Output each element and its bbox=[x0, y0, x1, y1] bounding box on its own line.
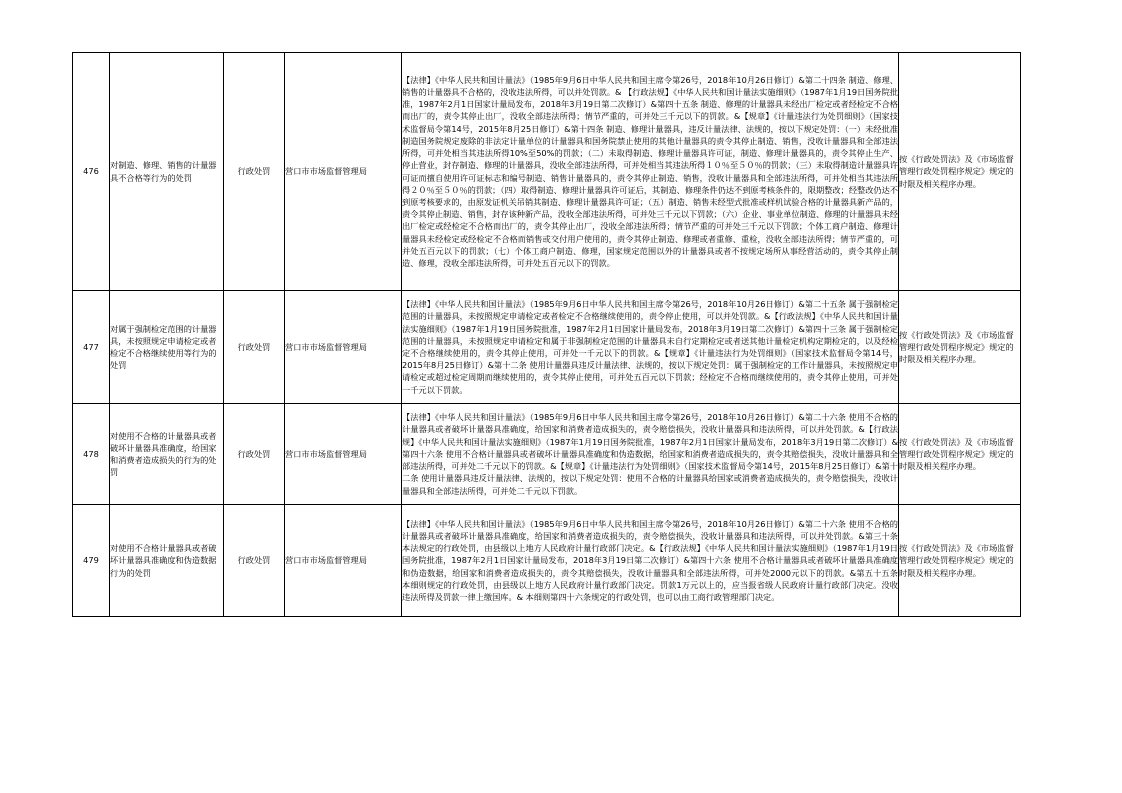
item-name: 对制造、修理、销售的计量器具不合格等行为的处罚 bbox=[110, 53, 224, 291]
row-number: 477 bbox=[73, 291, 110, 404]
table-row bbox=[73, 53, 1021, 291]
legal-basis: 【法律】《中华人民共和国计量法》（1985年9月6日中华人民共和国主席令第26号，2018年10月26日修订）&第二十六条 使用不合格的计量器具或者破坏计量器具准确度，给国家和消费者造成损失的，责令赔偿损失，没收计量器具和违法所得，可以并处罚款。&第三十条 本法规定的行政处罚，由县级以上地方人民政府计量行政部门决定。&【行政法规】《中华人民共和国计量法实施细则》（1987年1月19日国务院批准，1987年2月1日国家计量局发布，2018年3月19日第二次修订）&第四十六条 使用不合格计量器具或者破坏计量器具准确度和伪造数据，给国家和消费者造成损失的，责令其赔偿损失，没收计量器具和全部违法所得，可并处2000元以下的罚款。&第五十五条 本细则规定的行政处罚，由县级以上地方人民政府计量行政部门决定。罚款1万元以上的，应当报省级人民政府计量行政部门决定。没收违法所得及罚款一律上缴国库。& 本细则第四十六条规定的行政处罚，也可以由工商行政管理部门决定。 bbox=[402, 505, 899, 617]
implementing-agency: 营口市市场监督管理局 bbox=[285, 404, 402, 505]
row-number: 478 bbox=[73, 404, 110, 505]
item-type: 行政处罚 bbox=[224, 53, 285, 291]
implementing-agency: 营口市市场监督管理局 bbox=[285, 505, 402, 617]
legal-basis: 【法律】《中华人民共和国计量法》（1985年9月6日中华人民共和国主席令第26号，2018年10月26日修订）&第二十六条 使用不合格的计量器具或者破坏计量器具准确度，给国家和消费者造成损失的，责令赔偿损失，没收计量器具和违法所得，可以并处罚款。&【行政法规】《中华人民共和国计量法实施细则》（1987年1月19日国务院批准，1987年2月1日国家计量局发布，2018年3月19日第二次修订）&第四十六条 使用不合格计量器具或者破坏计量器具准确度和伪造数据，给国家和消费者造成损失的，责令其赔偿损失，没收计量器具和全部违法所得，可并处二千元以下的罚款。&【规章】《计量违法行为处罚细则》（国家技术监督局令第14号，2015年8月25日修订）&第十二条 使用计量器具违反计量法律、法规的，按以下规定处罚：使用不合格的计量器具给国家或消费者造成损失的，责令赔偿损失，没收计量器具和全部违法所得，可并处二千元以下罚款。 bbox=[402, 404, 899, 505]
table-row bbox=[73, 404, 1021, 505]
procedure-note: 按《行政处罚法》及《市场监督管理行政处罚程序规定》规定的时限及相关程序办理。 bbox=[899, 53, 1021, 291]
table-row bbox=[73, 505, 1021, 617]
procedure-note: 按《行政处罚法》及《市场监督管理行政处罚程序规定》规定的时限及相关程序办理。 bbox=[899, 505, 1021, 617]
implementing-agency: 营口市市场监督管理局 bbox=[285, 53, 402, 291]
item-type: 行政处罚 bbox=[224, 404, 285, 505]
row-number: 476 bbox=[73, 53, 110, 291]
procedure-note: 按《行政处罚法》及《市场监督管理行政处罚程序规定》规定的时限及相关程序办理。 bbox=[899, 291, 1021, 404]
item-name: 对属于强制检定范围的计量器具，未按照规定申请检定或者检定不合格继续使用等行为的处罚 bbox=[110, 291, 224, 404]
item-name: 对使用不合格计量器具或者破坏计量器具准确度和伪造数据行为的处罚 bbox=[110, 505, 224, 617]
implementing-agency: 营口市市场监督管理局 bbox=[285, 291, 402, 404]
item-type: 行政处罚 bbox=[224, 505, 285, 617]
legal-basis: 【法律】《中华人民共和国计量法》（1985年9月6日中华人民共和国主席令第26号，2018年10月26日修订）&第二十四条 制造、修理、销售的计量器具不合格的，没收违法所得，可以并处罚款。& 【行政法规】《中华人民共和国计量法实施细则》（1987年1月19日国务院批准，1987年2月1日国家计量局发布，2018年3月19日第二次修订）&第四十五条 制造、修理的计量器具未经出厂检定或者经检定不合格而出厂的，责令其停止出厂，没收全部违法所得；情节严重的，可并处三千元以下的罚款。&【规章】《计量违法行为处罚细则》（国家技术监督局令第14号，2015年8月25日修订）&第十四条 制造、修理计量器具，违反计量法律、法规的，按以下规定处罚：（一）未经批准制造国务院规定废除的非法定计量单位的计量器具和国务院禁止使用的其他计量器具的责令其停止制造、销售，没收计量器具和全部违法所得，可并处相当其违法所得10%至50%的罚款；（二）未取得制造、修理计量器具许可证，制造、修理计量器具的，责令其停止生产、停止营业，封存制造、修理的计量器具，没收全部违法所得，可并处相当其违法所得１０％至５０％的罚款；（三）未取得制造计量器具许可证而擅自使用许可证标志和编号制造、销售计量器具的，责令其停止制造、销售，没收计量器具和全部违法所得，可并处相当其违法所得２０％至５０％的罚款；（四）取得制造、修理计量器具许可证后，其制造、修理条件仍达不到原考核条件的，限期整改；经整改仍达不到原考核要求的，由原发证机关吊销其制造、修理计量器具许可证；（五）制造、销售未经型式批准或样机试验合格的计量器具新产品的，责令其停止制造、销售，封存该种新产品，没收全部违法所得，可并处三千元以下罚款；（六）企业、事业单位制造、修理的计量器具未经出厂检定或经检定不合格而出厂的，责令其停止出厂，没收全部违法所得；情节严重的可并处三千元以下罚款；个体工商户制造、修理计量器具未经检定或经检定不合格而销售或交付用户使用的，责令其停止制造、修理或者重修、重检，没收全部违法所得；情节严重的，可并处五百元以下的罚款；（七）个体工商户制造、修理，国家规定范围以外的计量器具或者不按规定场所从事经营活动的，责令其停止制造、修理，没收全部违法所得，可并处五百元以下的罚款。 bbox=[402, 53, 899, 291]
penalty-table bbox=[72, 52, 1021, 617]
item-type: 行政处罚 bbox=[224, 291, 285, 404]
procedure-note: 按《行政处罚法》及《市场监督管理行政处罚程序规定》规定的时限及相关程序办理。 bbox=[899, 404, 1021, 505]
legal-basis: 【法律】《中华人民共和国计量法》（1985年9月6日中华人民共和国主席令第26号，2018年10月26日修订）&第二十五条 属于强制检定范围的计量器具，未按照规定申请检定或者检定不合格继续使用的，责令停止使用，可以并处罚款。&【行政法规】《中华人民共和国计量法实施细则》（1987年1月19日国务院批准，1987年2月1日国家计量局发布，2018年3月19日第二次修订）&第四十三条 属于强制检定范围的计量器具，未按照规定申请检定和属于非强制检定范围的计量器具未自行定期检定或者送其他计量检定机构定期检定的，以及经检定不合格继续使用的，责令其停止使用，可并处一千元以下的罚款。&【规章】《计量违法行为处罚细则》（国家技术监督局令第14号，2015年8月25日修订）&第十二条 使用计量器具违反计量法律、法规的，按以下规定处罚：属于强制检定的工作计量器具，未按照规定申请检定或超过检定周期而继续使用的，责令其停止使用，可并处五百元以下罚款；经检定不合格而继续使用的，责令其停止使用，可并处一千元以下罚款。 bbox=[402, 291, 899, 404]
row-number: 479 bbox=[73, 505, 110, 617]
table-row bbox=[73, 291, 1021, 404]
item-name: 对使用不合格的计量器具或者破坏计量器具准确度，给国家和消费者造成损失的行为的处罚 bbox=[110, 404, 224, 505]
